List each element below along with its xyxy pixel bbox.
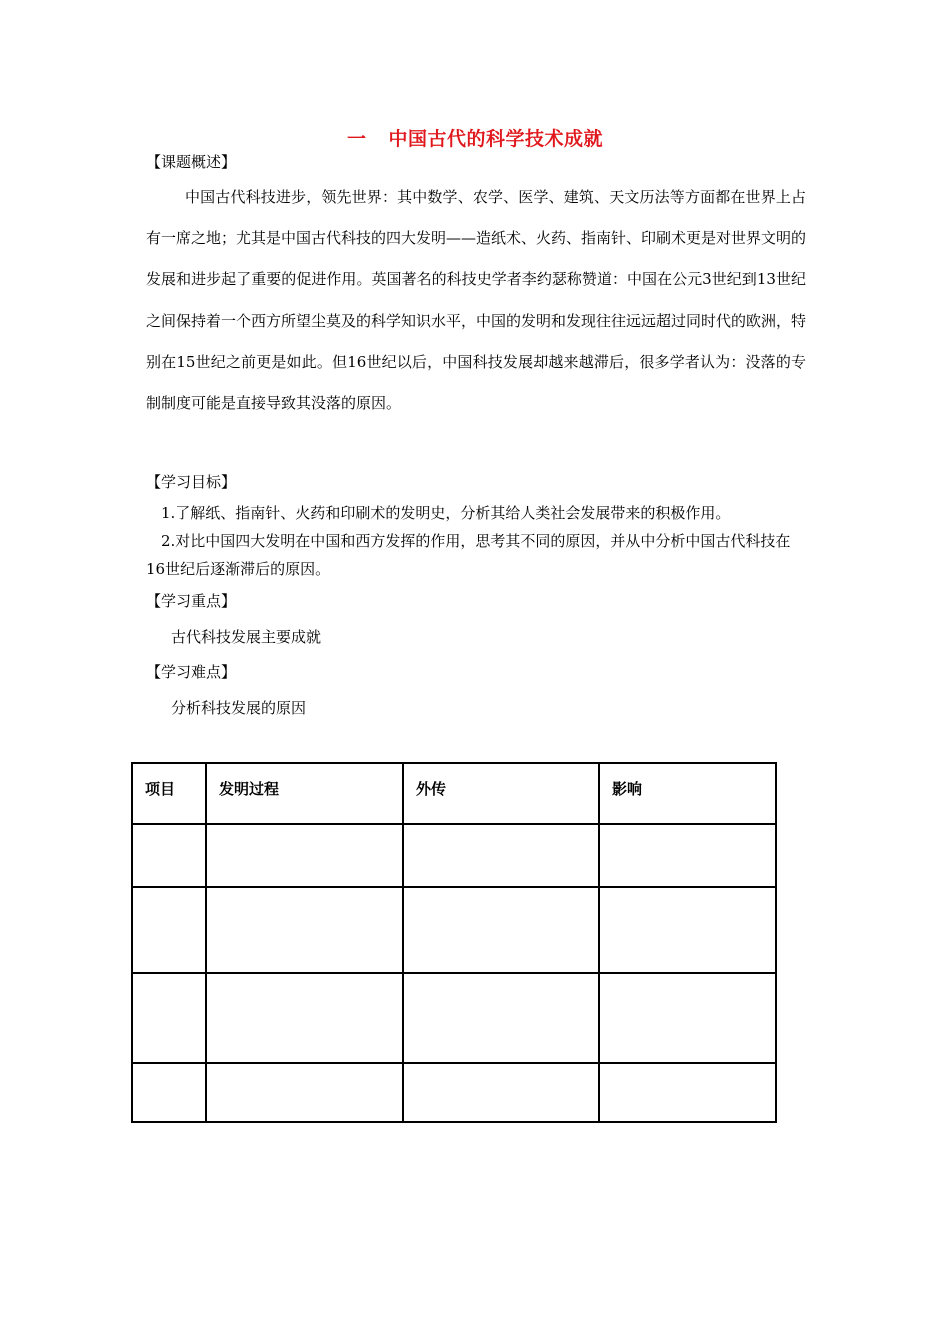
table-row <box>132 1063 776 1122</box>
focus-heading: 【学习重点】 <box>146 592 237 610</box>
goals-heading: 【学习目标】 <box>146 473 237 491</box>
table-cell[interactable] <box>132 887 206 973</box>
table-header-row <box>132 763 776 824</box>
header-item: 项目 <box>132 763 206 824</box>
header-influence: 影响 <box>599 763 776 824</box>
header-invention-process: 发明过程 <box>206 763 403 824</box>
table-cell[interactable] <box>403 824 599 887</box>
goal-item-1: 1.了解纸、指南针、火药和印刷术的发明史，分析其给人类社会发展带来的积极作用。 <box>161 504 731 522</box>
overview-heading: 【课题概述】 <box>146 153 237 171</box>
table-cell[interactable] <box>403 973 599 1063</box>
header-spread: 外传 <box>403 763 599 824</box>
table-cell[interactable] <box>206 824 403 887</box>
table-cell[interactable] <box>599 887 776 973</box>
table-row <box>132 824 776 887</box>
invention-table <box>131 762 777 1123</box>
table-cell[interactable] <box>206 887 403 973</box>
focus-text: 古代科技发展主要成就 <box>171 628 322 646</box>
title-text: 中国古代的科学技术成就 <box>388 128 604 150</box>
table-cell[interactable] <box>599 1063 776 1122</box>
table-cell[interactable] <box>599 824 776 887</box>
table-cell[interactable] <box>206 1063 403 1122</box>
table-cell[interactable] <box>132 973 206 1063</box>
goal-item-2: 2.对比中国四大发明在中国和西方发挥的作用，思考其不同的原因，并从中分析中国古代科技在16世纪后逐渐滞后的原因。 <box>146 532 791 578</box>
table-row <box>132 973 776 1063</box>
table-cell[interactable] <box>132 1063 206 1122</box>
overview-paragraph: 中国古代科技进步，领先世界：其中数学、农学、医学、建筑、天文历法等方面都在世界上占有一席之地；尤其是中国古代科技的四大发明——造纸术、火药、指南针、印刷术更是对世界文明的发展和进步起了重要的促进作用。英国著名的科技史学者李约瑟称赞道：中国在公元3世纪到13世纪之间保持着一个西方所望尘莫及的科学知识水平，中国的发明和发现往往远远超过同时代的欧洲，特别在15世纪之前更是如此。但16世纪以后，中国科技发展却越来越滞后，很多学者认为：没落的专制制度可能是直接导致其没落的原因。 <box>146 188 807 413</box>
title-number: 一 <box>346 128 367 150</box>
goals-list <box>146 499 806 583</box>
difficulty-text: 分析科技发展的原因 <box>171 699 307 717</box>
page-title <box>0 124 950 151</box>
difficulty-heading: 【学习难点】 <box>146 663 237 681</box>
table-cell[interactable] <box>403 887 599 973</box>
table-cell[interactable] <box>206 973 403 1063</box>
table-cell[interactable] <box>403 1063 599 1122</box>
table-cell[interactable] <box>599 973 776 1063</box>
table-row <box>132 887 776 973</box>
table-cell[interactable] <box>132 824 206 887</box>
